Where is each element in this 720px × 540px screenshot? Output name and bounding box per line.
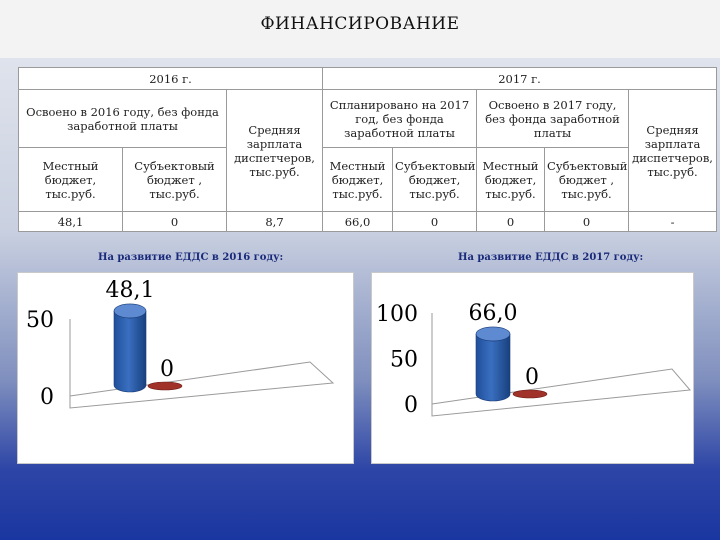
y-tick-label: 100 xyxy=(376,302,418,327)
bar-local-budget xyxy=(114,311,146,392)
page-title: ФИНАНСИРОВАНИЕ xyxy=(260,14,460,34)
header-2017-mastered: Освоено в 2017 году, без фонда заработной платы xyxy=(477,90,629,148)
header-2016-mastered: Освоено в 2016 году, без фонда заработной платы xyxy=(19,90,227,148)
y-tick-label: 50 xyxy=(26,308,54,333)
data-label: 0 xyxy=(160,357,174,382)
data-label: 66,0 xyxy=(468,300,518,326)
y-tick-label: 0 xyxy=(404,393,418,418)
table-row xyxy=(19,212,717,232)
table-cell: 0 xyxy=(477,212,545,232)
y-tick-label: 0 xyxy=(40,385,54,410)
header-subject-budget-2017-planned: Субъектовый бюджет, тыс.руб. xyxy=(393,148,477,212)
chart-floor xyxy=(432,369,690,416)
table-cell: 0 xyxy=(393,212,477,232)
table-cell: 0 xyxy=(545,212,629,232)
data-label: 48,1 xyxy=(105,277,155,303)
table-cell: - xyxy=(629,212,717,232)
table-cell: 48,1 xyxy=(19,212,123,232)
header-year-2017: 2017 г. xyxy=(323,68,717,90)
header-2017-planned: Спланировано на 2017 год, без фонда заработной платы xyxy=(323,90,477,148)
financing-table xyxy=(18,67,717,232)
bar-local-budget-top xyxy=(476,327,510,341)
chart-2016-svg xyxy=(18,273,353,463)
header-local-budget-2017-mastered: Местный бюджет, тыс.руб. xyxy=(477,148,545,212)
bar-local-budget xyxy=(476,334,510,401)
header-2016-salary: Средняя зарплата диспетчеров, тыс.руб. xyxy=(227,90,323,212)
table-cell: 0 xyxy=(123,212,227,232)
table-cell: 8,7 xyxy=(227,212,323,232)
bar-local-budget-top xyxy=(114,304,146,318)
chart-floor xyxy=(70,362,333,408)
header-year-2016: 2016 г. xyxy=(19,68,323,90)
chart-caption-2016: На развитие ЕДДС в 2016 году: xyxy=(98,252,284,263)
header-local-budget-2017-planned: Местный бюджет, тыс.руб. xyxy=(323,148,393,212)
chart-2016 xyxy=(17,272,354,464)
chart-caption-2017: На развитие ЕДДС в 2017 году: xyxy=(458,252,644,263)
data-label: 0 xyxy=(525,365,539,390)
chart-2017 xyxy=(371,272,694,464)
table-cell: 66,0 xyxy=(323,212,393,232)
chart-2017-svg xyxy=(372,273,693,463)
header-subject-budget-2016: Субъектовый бюджет , тыс.руб. xyxy=(123,148,227,212)
header-subject-budget-2017-mastered: Субъектовый бюджет , тыс.руб. xyxy=(545,148,629,212)
bar-subject-budget xyxy=(148,382,182,390)
header-2017-salary: Средняя зарплата диспетчеров, тыс.руб. xyxy=(629,90,717,212)
bar-subject-budget xyxy=(513,390,547,398)
y-tick-label: 50 xyxy=(390,347,418,373)
header-local-budget-2016: Местный бюджет, тыс.руб. xyxy=(19,148,123,212)
